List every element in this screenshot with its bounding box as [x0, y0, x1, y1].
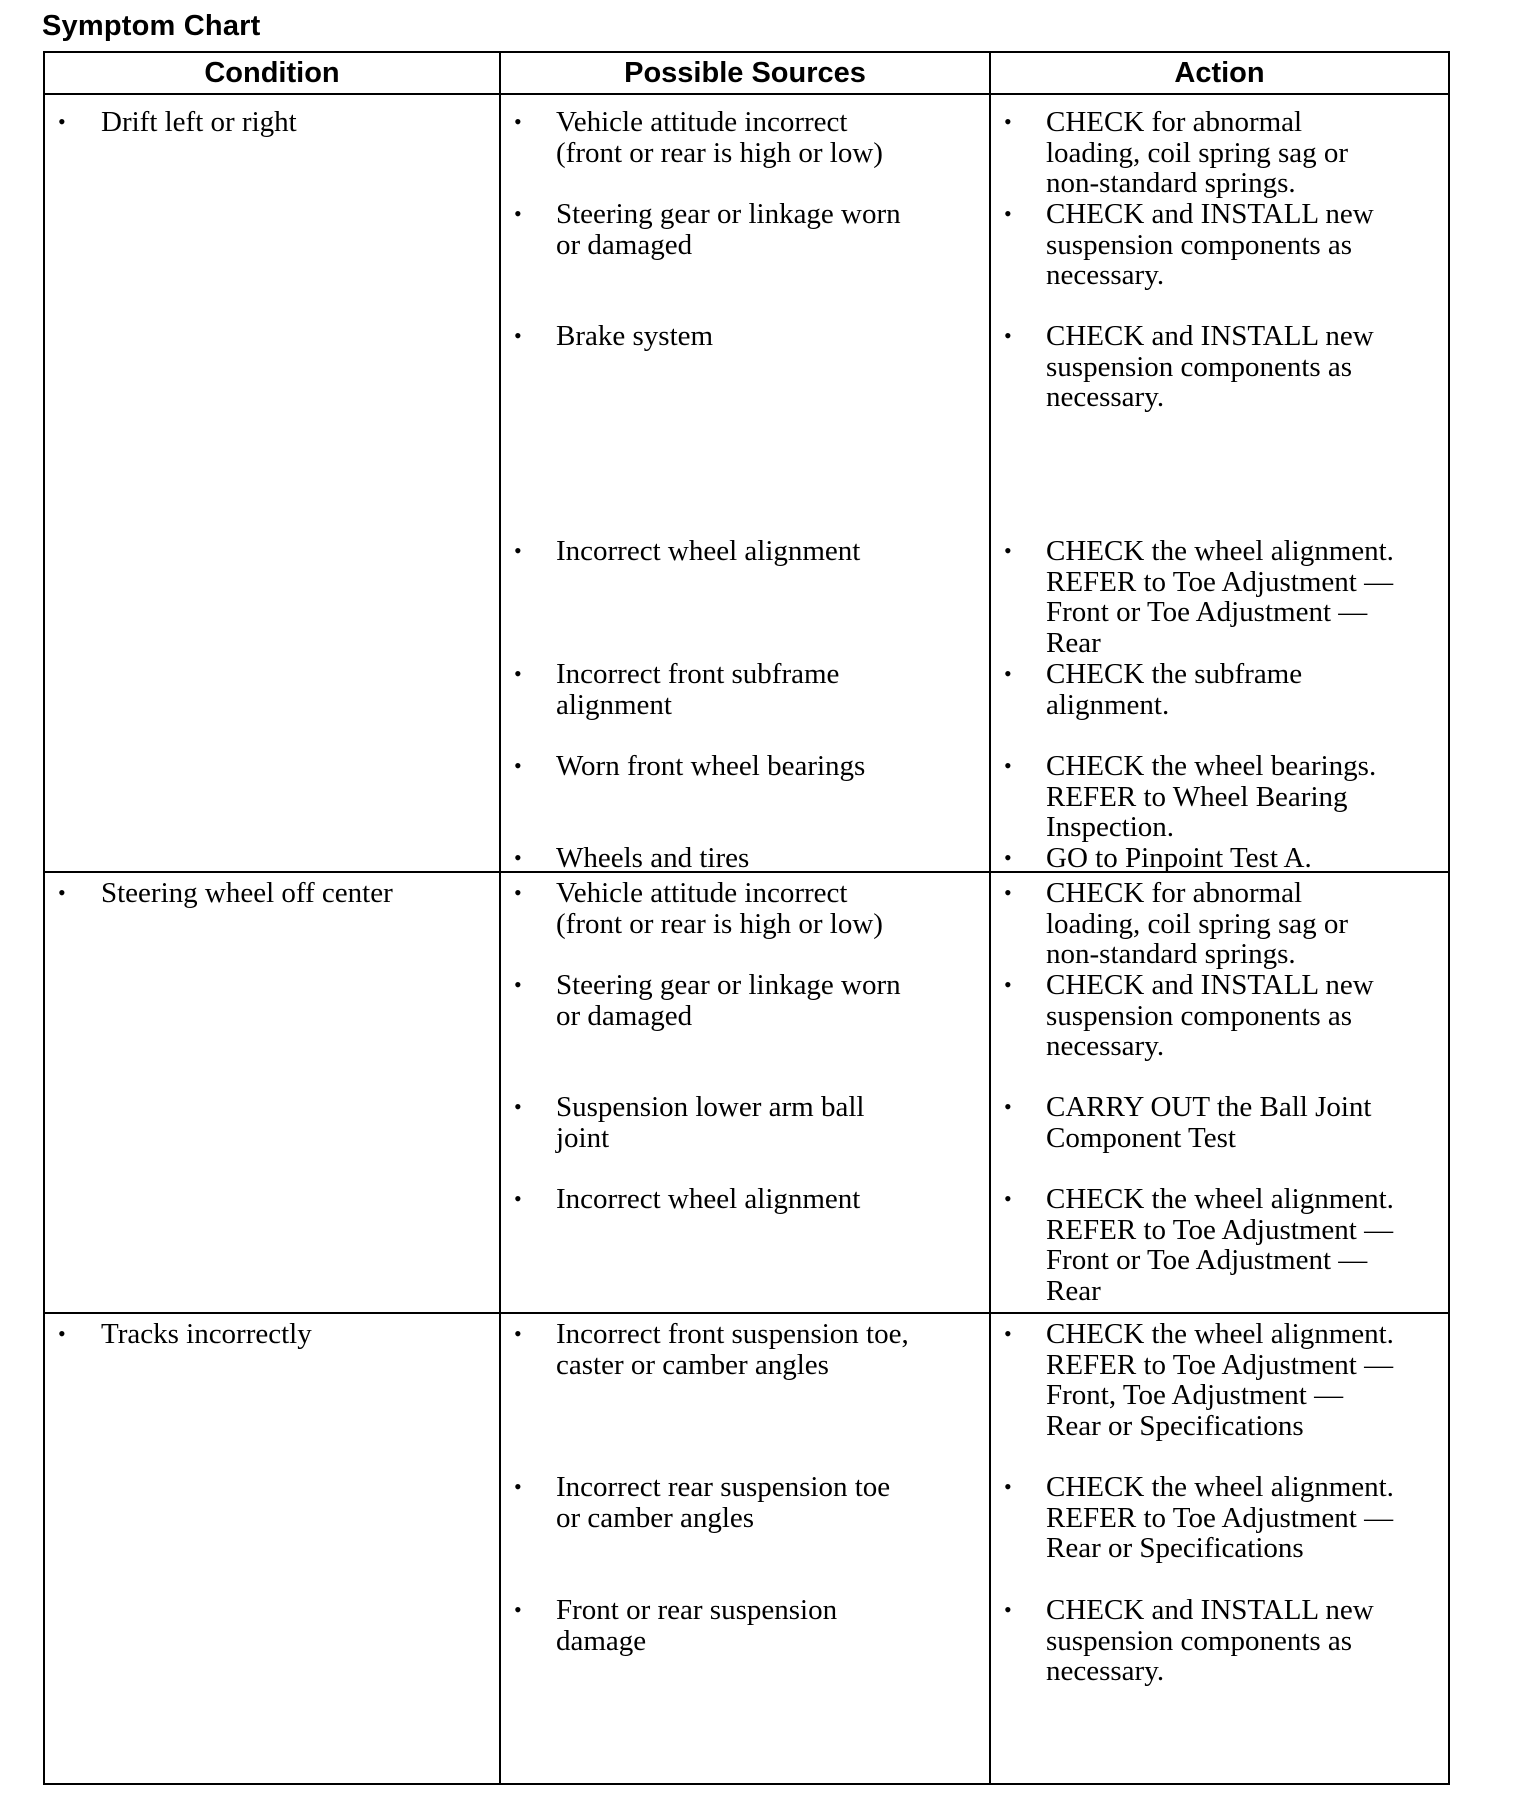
action-text: CARRY OUT the Ball Joint Component Test [1046, 1091, 1372, 1154]
action-text: CHECK the wheel bearings. REFER to Wheel Bearing Inspection. [1046, 750, 1377, 843]
table-row [44, 1313, 1449, 1784]
action-text: CHECK the wheel alignment. REFER to Toe Adjustment — Front or Toe Adjustment — Rear [1046, 1183, 1394, 1307]
bullet: • [514, 880, 522, 905]
source-text: Vehicle attitude incorrect (front or rear is high or low) [556, 106, 883, 169]
header-possible-sources: Possible Sources [500, 52, 990, 94]
bullet: • [1004, 1597, 1012, 1622]
bullet: • [1004, 1321, 1012, 1346]
bullet: • [514, 1321, 522, 1346]
action-text: CHECK and INSTALL new suspension components as necessary. [1046, 198, 1374, 291]
symptom-chart-table [43, 51, 1450, 1785]
action-cell [990, 872, 1449, 1313]
bullet: • [58, 1321, 66, 1346]
bullet: • [514, 972, 522, 997]
condition-cell [44, 872, 500, 1313]
action-text: CHECK the subframe alignment. [1046, 658, 1303, 721]
action-text: CHECK the wheel alignment. REFER to Toe Adjustment — Rear or Specifications [1046, 1471, 1394, 1564]
source-text: Vehicle attitude incorrect (front or rear is high or low) [556, 877, 883, 940]
source-text: Steering gear or linkage worn or damaged [556, 198, 901, 261]
table-row [44, 872, 1449, 1313]
bullet: • [514, 1186, 522, 1211]
bullet: • [1004, 845, 1012, 870]
action-text: CHECK the wheel alignment. REFER to Toe Adjustment — Front, Toe Adjustment — Rear or Specifications [1046, 1318, 1394, 1442]
action-text: GO to Pinpoint Test A. [1046, 842, 1312, 874]
source-text: Steering gear or linkage worn or damaged [556, 969, 901, 1032]
source-text: Suspension lower arm ball joint [556, 1091, 865, 1154]
condition-cell [44, 94, 500, 872]
header-row [44, 52, 1449, 94]
source-text: Front or rear suspension damage [556, 1594, 838, 1657]
source-text: Incorrect wheel alignment [556, 1183, 861, 1215]
bullet: • [1004, 1094, 1012, 1119]
bullet: • [514, 1094, 522, 1119]
bullet: • [1004, 753, 1012, 778]
bullet: • [1004, 661, 1012, 686]
header-condition: Condition [44, 52, 500, 94]
bullet: • [1004, 1474, 1012, 1499]
action-text: CHECK and INSTALL new suspension components as necessary. [1046, 1594, 1374, 1687]
bullet: • [514, 538, 522, 563]
bullet: • [1004, 109, 1012, 134]
bullet: • [1004, 1186, 1012, 1211]
bullet: • [514, 845, 522, 870]
source-text: Brake system [556, 320, 714, 352]
bullet: • [1004, 323, 1012, 348]
action-text: CHECK for abnormal loading, coil spring sag or non-standard springs. [1046, 106, 1349, 199]
condition-text: Drift left or right [101, 106, 297, 138]
sources-cell [500, 872, 990, 1313]
bullet: • [514, 109, 522, 134]
bullet: • [1004, 880, 1012, 905]
action-text: CHECK the wheel alignment. REFER to Toe Adjustment — Front or Toe Adjustment — Rear [1046, 535, 1394, 659]
action-text: CHECK and INSTALL new suspension components as necessary. [1046, 969, 1374, 1062]
bullet: • [1004, 201, 1012, 226]
bullet: • [514, 201, 522, 226]
page-title: Symptom Chart [42, 10, 261, 42]
bullet: • [1004, 972, 1012, 997]
table-row [44, 94, 1449, 872]
action-text: CHECK for abnormal loading, coil spring sag or non-standard springs. [1046, 877, 1349, 970]
source-text: Incorrect wheel alignment [556, 535, 861, 567]
bullet: • [58, 880, 66, 905]
source-text: Worn front wheel bearings [556, 750, 866, 782]
condition-cell [44, 1313, 500, 1784]
source-text: Incorrect front subframe alignment [556, 658, 840, 721]
source-text: Wheels and tires [556, 842, 750, 874]
bullet: • [514, 661, 522, 686]
bullet: • [514, 323, 522, 348]
sources-cell [500, 94, 990, 872]
condition-text: Tracks incorrectly [101, 1318, 312, 1350]
source-text: Incorrect front suspension toe, caster or camber angles [556, 1318, 909, 1381]
bullet: • [514, 753, 522, 778]
bullet: • [1004, 538, 1012, 563]
bullet: • [514, 1474, 522, 1499]
condition-text: Steering wheel off center [101, 877, 393, 909]
sources-cell [500, 1313, 990, 1784]
action-cell [990, 1313, 1449, 1784]
action-cell [990, 94, 1449, 872]
source-text: Incorrect rear suspension toe or camber angles [556, 1471, 891, 1534]
header-action: Action [990, 52, 1449, 94]
bullet: • [514, 1597, 522, 1622]
bullet: • [58, 109, 66, 134]
action-text: CHECK and INSTALL new suspension components as necessary. [1046, 320, 1374, 413]
